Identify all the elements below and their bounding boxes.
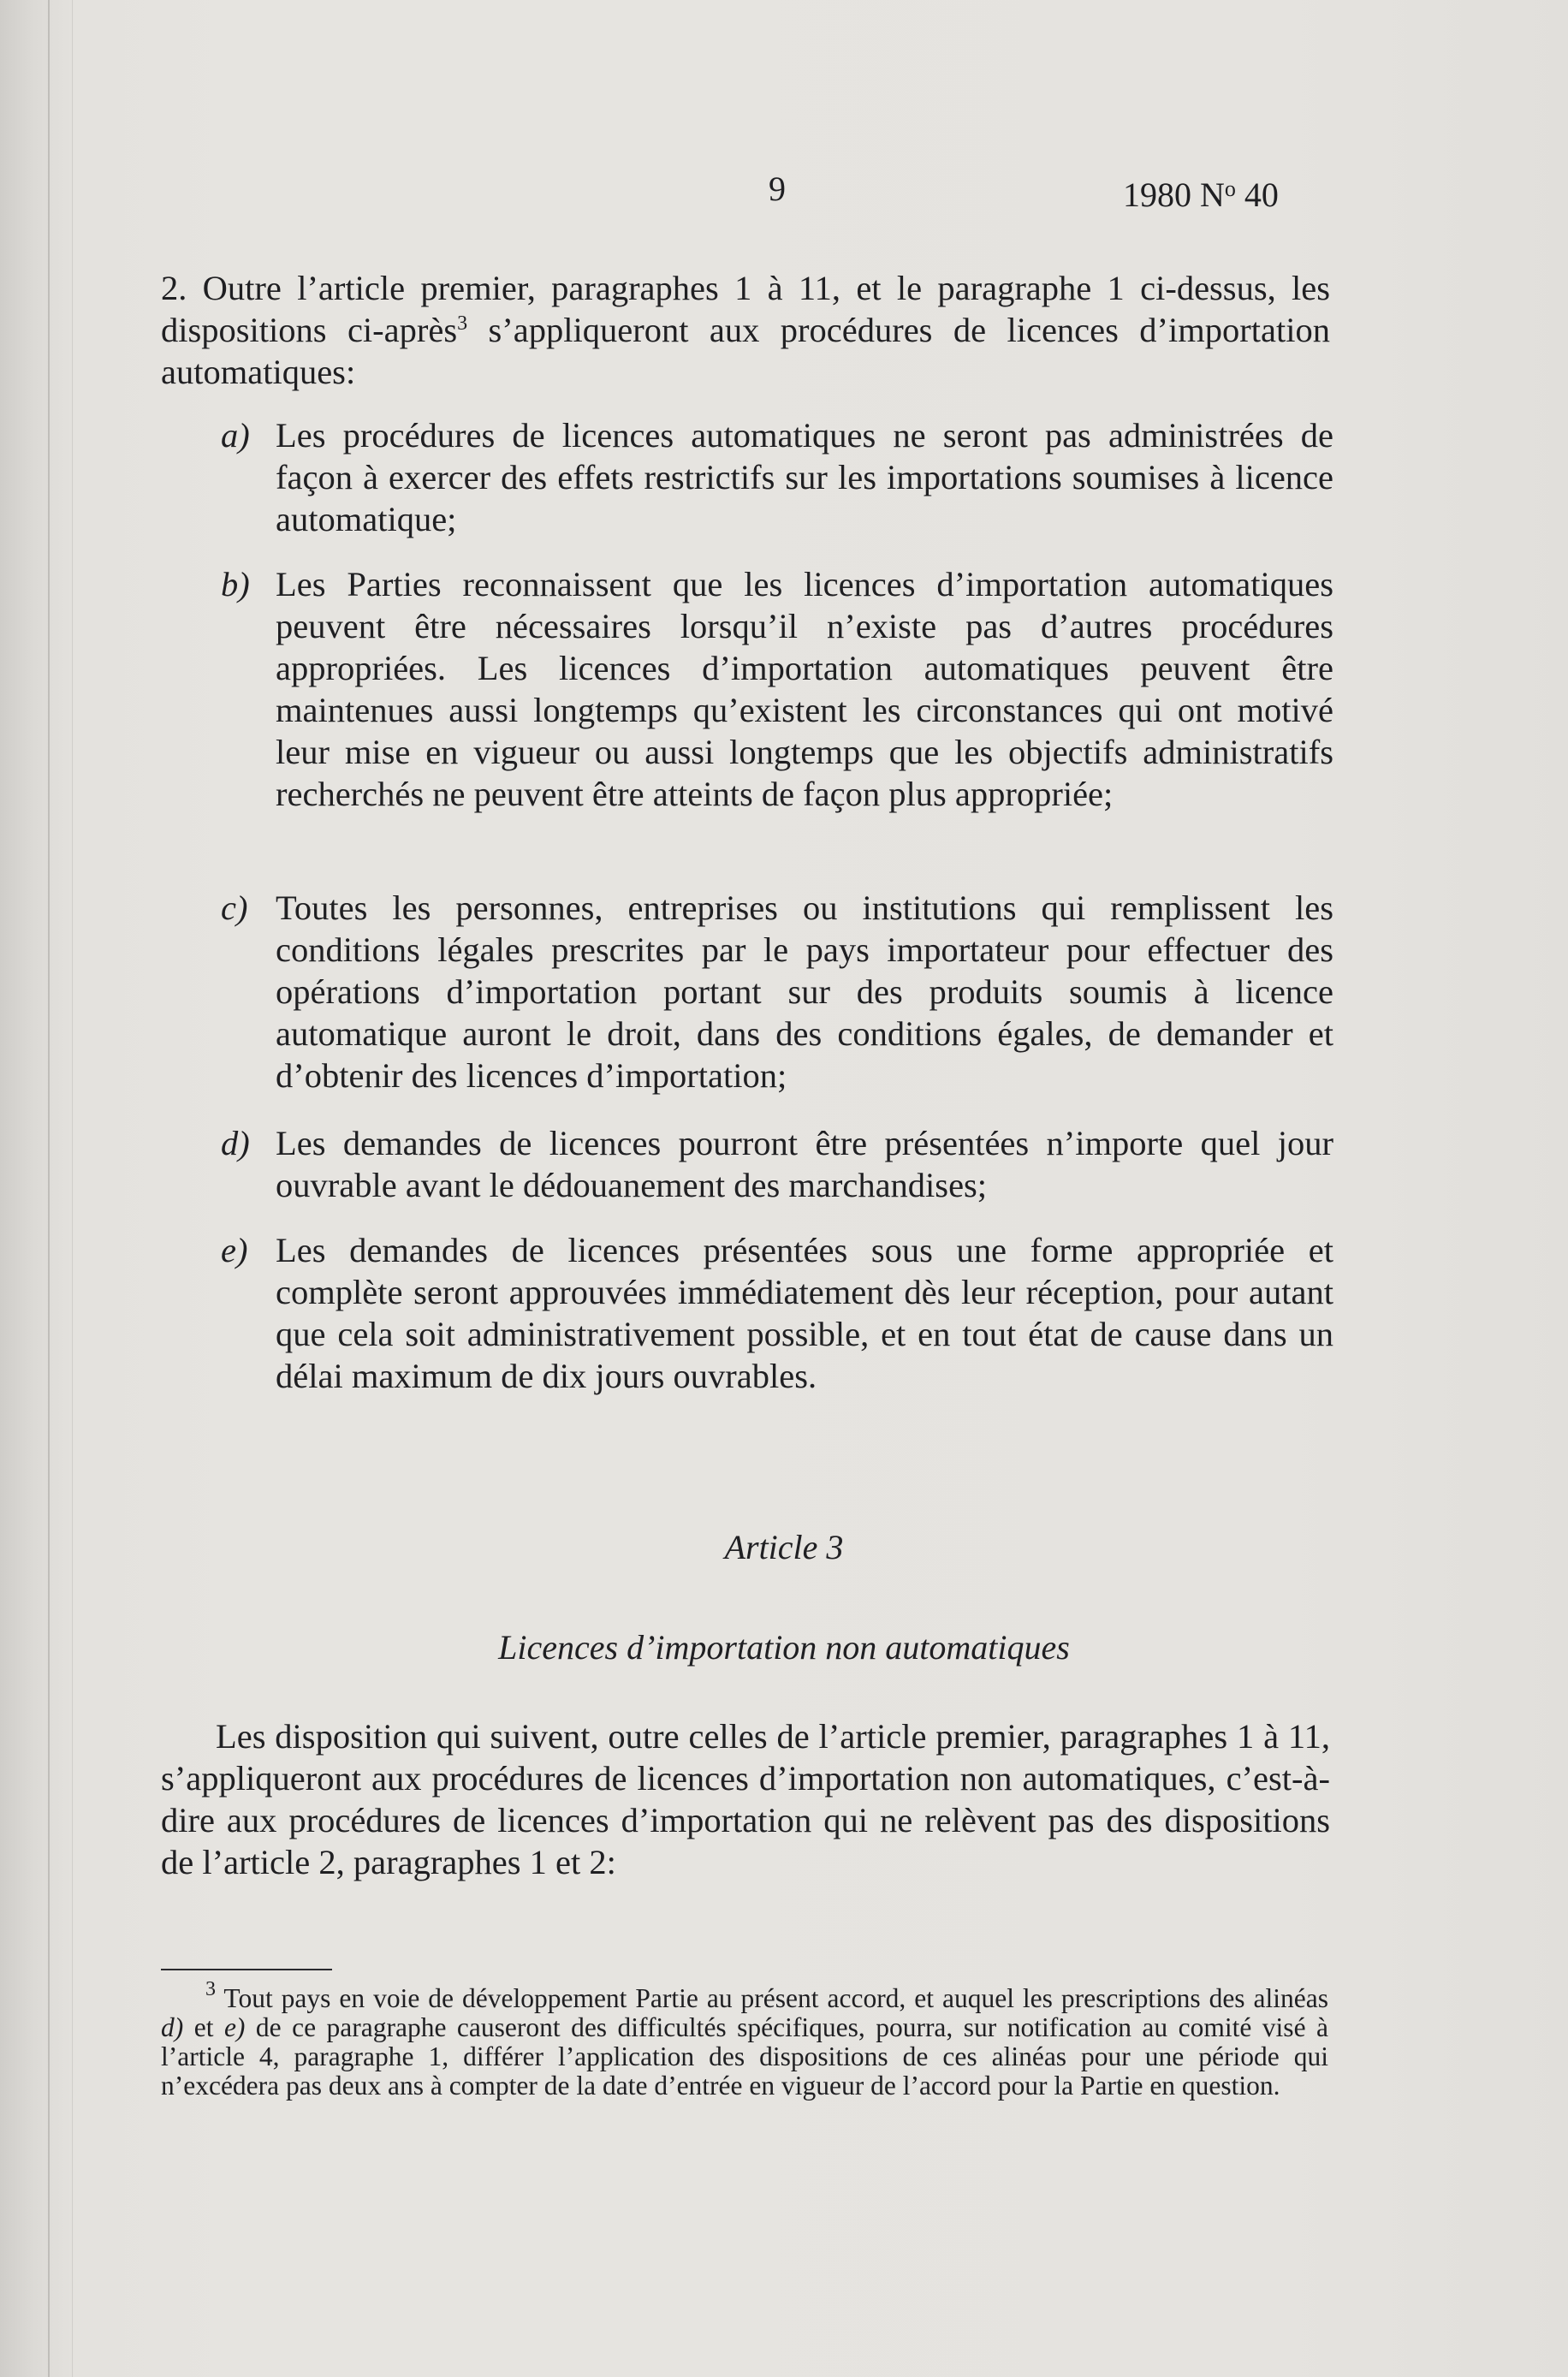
footnote-marker: 3	[205, 1978, 216, 2000]
running-head-year: 1980	[1123, 175, 1191, 214]
list-item-e	[221, 1229, 1333, 1397]
paragraph-2	[161, 267, 1330, 393]
list-item-letter: d)	[221, 1124, 250, 1162]
footnote	[161, 1978, 1329, 2101]
list-item-b	[221, 563, 1333, 815]
list-item-text: Les procédures de licences automatiques ne seront pas administrées de façon à exercer des effets restrictifs sur les importations soumises à licence automatique;	[276, 416, 1333, 538]
list-item-letter: e)	[221, 1231, 248, 1269]
footnote-ref-e: e)	[223, 2012, 246, 2042]
paragraph-2-lead: 2. Outre l’article premier, paragraphes 1 à 11, et le paragraphe 1 ci-dessus, les dispositions ci-après	[161, 269, 1330, 349]
running-head-no: N	[1200, 175, 1225, 214]
paragraph-2-tail: s’appliqueront aux procédures de licences d’importation automatiques:	[161, 311, 1330, 391]
list-item-letter: b)	[221, 565, 250, 603]
list-item-letter: a)	[221, 416, 250, 455]
footnote-text-2: et	[183, 2012, 224, 2042]
footnote-text-3: de ce paragraphe causeront des difficultés spécifiques, pourra, sur notification au comité visé à l’article 4, paragraphe 1, différer l’application des dispositions de ces alinéas pour une période qui n’excédera pas deux ans à compter de la date d’entrée en vigueur de l’accord pour la Partie en question.	[161, 2012, 1329, 2101]
list-item-letter: c)	[221, 888, 248, 927]
article-title-heading: Licences d’importation non automatiques	[498, 1628, 1070, 1667]
binding-edge	[48, 0, 50, 2377]
list-item-d	[221, 1122, 1333, 1206]
list-item-text: Toutes les personnes, entreprises ou institutions qui remplissent les conditions légales prescrites par le pays importateur pour effectuer des opérations d’importation portant sur des produits soumis à licence automatique auront le droit, dans des conditions égales, de demander et d’obtenir des licences d’importation;	[276, 888, 1333, 1095]
running-head	[1123, 169, 1279, 216]
list-item-text: Les demandes de licences pourront être présentées n’importe quel jour ouvrable avant le dédouanement des marchandises;	[276, 1124, 1333, 1204]
footnote-reference: 3	[457, 312, 468, 335]
article-3-intro: Les disposition qui suivent, outre celles de l’article premier, paragraphes 1 à 11, s’appliqueront aux procédures de licences d’importation non automatiques, c’est-à-dire aux procédures de licences d’importation qui ne relèvent pas des dispositions de l’article 2, paragraphes 1 et 2:	[161, 1717, 1330, 1881]
list-item-text: Les demandes de licences présentées sous une forme appropriée et complète seront approuvées immédiatement dès leur réception, pour autant que cela soit administrativement possible, et en tout état de cause dans un délai maximum de dix jours ouvrables.	[276, 1231, 1333, 1395]
footnote-text-1: Tout pays en voie de développement Partie au présent accord, et auquel les prescriptions des alinéas	[216, 1983, 1328, 2013]
running-head-num: 40	[1244, 175, 1279, 214]
article-number-heading: Article 3	[724, 1528, 844, 1566]
footnote-divider	[161, 1969, 332, 1970]
list-item-a	[221, 414, 1333, 540]
running-head-no-sup: o	[1224, 176, 1236, 201]
list-item-c	[221, 887, 1333, 1096]
list-item-text: Les Parties reconnaissent que les licences d’importation automatiques peuvent être nécessaires lorsqu’il n’existe pas d’autres procédures appropriées. Les licences d’importation automatiques peuvent être maintenues aussi longtemps qu’existent les circonstances qui ont motivé leur mise en vigueur ou aussi longtemps que les objectifs administratifs recherchés ne peuvent être atteints de façon plus appropriée;	[276, 565, 1333, 813]
binding-edge-inner	[72, 0, 73, 2377]
footnote-ref-d: d)	[161, 2012, 184, 2042]
page-number: 9	[769, 169, 786, 208]
